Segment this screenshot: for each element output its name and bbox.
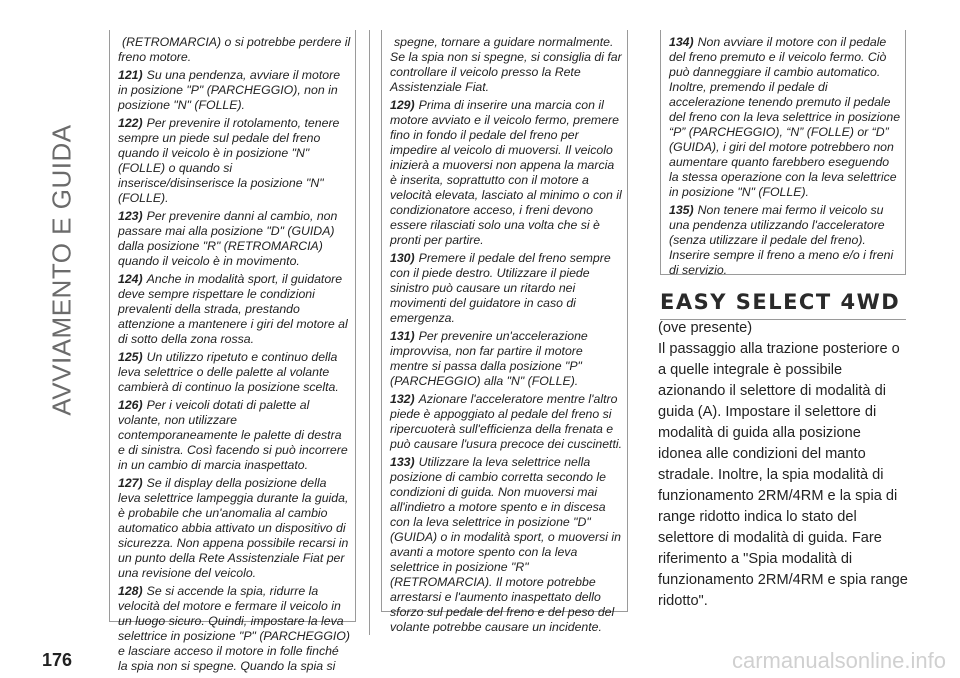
note-item: 131) Per prevenire un'accelerazione improvvisa, non far partire il motore mentre si passa dalla posizione "P" (PARCHEGGIO) alla "N" (FOLLE). [390,329,588,388]
column-divider [369,30,370,635]
note-item: 123) Per prevenire danni al cambio, non passare mai alla posizione "D" (GUIDA) dalla posizione "R" (RETROMARCIA) quando il veicolo è in movimento. [118,209,338,268]
note-item: 129) Prima di inserire una marcia con il motore avviato e il veicolo fermo, premere fino in fondo il pedale del freno per impedire al veicolo di muoversi. Il veicolo inizierà a muoversi non appena la marcia è inserita, soprattutto con il motore a velocità elevata, lasciato al minimo o con il condizionatore acceso, i freni devono essere rilasciati solo una volta che si è pronti per partire. [390,98,622,247]
warning-notes-column-2 [381,30,628,634]
note-item: 128) Se si accende la spia, ridurre la velocità del motore e fermare il veicolo in un luogo sicuro. Quindi, impostare la leva selettrice in posizione "P" (PARCHEGGIO) e lasciare acceso il motore in folle finché la spia non si spegne. Quando la spia si [118,584,350,673]
note-item: 132) Azionare l'acceleratore mentre l'altro piede è appoggiato al pedale del freno si ripercuoterà sull'efficienza della frenata e può causare l'usura precoce dei cuscinetti. [390,392,623,451]
section-paragraph: Il passaggio alla trazione posteriore o a quelle integrale è possibile azionando il selettore di modalità di guida (A). Impostare il selettore di modalità di guida alla posizione idonea alle condizioni del manto stradale. Inoltre, la spia modalità di funzionamento 2RM/4RM e la spia di range ridotto indica lo stato del selettore di modalità di guida. Fare riferimento a "Spia modalità di funzionamento 2RM/4RM e spia range ridotto". [658,341,908,609]
note-item: 135) Non tenere mai fermo il veicolo su una pendenza utilizzando l'acceleratore (senza utilizzare il pedale del freno). Inserire sempre il freno a meno e/o i freni di servizio. [669,203,894,277]
section-heading: EASY SELECT 4WD [660,290,901,314]
note-item: (RETROMARCIA) o si potrebbe perdere il freno motore. [118,35,351,64]
note-item: 122) Per prevenire il rotolamento, tenere sempre un piede sul pedale del freno quando il veicolo è in posizione "N" (FOLLE) o quando si inserisce/disinserisce la posizione "N" (FOLLE). [118,116,340,205]
note-item: 125) Un utilizzo ripetuto e continuo della leva selettrice o delle palette al volante cambierà di continuo la posizione scelta. [118,350,339,394]
section-subtitle: (ove presente) [658,320,753,336]
warning-notes-column-3 [660,30,906,275]
chapter-title: AVVIAMENTO E GUIDA [46,124,77,416]
note-item: spegne, tornare a guidare normalmente. Se la spia non si spegne, si consiglia di far controllare il veicolo presso la Rete Assistenziale Fiat. [390,35,622,94]
warning-notes-column-1 [109,30,356,673]
section-body [658,318,908,612]
note-item: 134) Non avviare il motore con il pedale del freno premuto e il veicolo fermo. Ciò può danneggiare il cambio automatico. Inoltre, premendo il pedale di accelerazione tenendo premuto il pedale del freno con la leva selettrice in posizione “P” (PARCHEGGIO), “N” (FOLLE) or “D” (GUIDA), i giri del motore potrebbero non aumentare quanto farebbero eseguendo la stessa operazione con la leva selettrice in posizione "N" (FOLLE). [669,35,901,199]
note-item: 130) Premere il pedale del freno sempre con il piede destro. Utilizzare il piede sinistro può causare un ritardo nei movimenti del guidatore in caso di emergenza. [390,251,611,325]
note-item: 127) Se il display della posizione della leva selettrice lampeggia durante la guida, è probabile che un'anomalia al cambio automatico abbia attivato un dispositivo di sicurezza. Non appena possibile recarsi in un punto della Rete Assistenziale Fiat per una revisione del veicolo. [118,476,349,580]
note-item: 126) Per i veicoli dotati di palette al volante, non utilizzare contemporaneamente le palette di destra e di sinistra. Così facendo si può incorrere in un cambio di marcia inaspettato. [118,398,348,472]
note-item: 133) Utilizzare la leva selettrice nella posizione di cambio corretta secondo le condizioni di guida. Non muoversi mai all'indietro a motore spento e in discesa con la leva selettrice in posizione "D" (GUIDA) o in modalità sport, o muoversi in avanti a motore spento con la leva selettrice in posizione "R" (RETROMARCIA). Il motore potrebbe arrestarsi e l'aumento inaspettato dello sforzo sul pedale del freno e del peso del volante potrebbe causare un incidente. [390,455,621,634]
page-number: 176 [42,650,73,670]
note-item: 121) Su una pendenza, avviare il motore in posizione "P" (PARCHEGGIO), non in posizione "N" (FOLLE). [118,68,341,112]
note-item: 124) Anche in modalità sport, il guidatore deve sempre rispettare le condizioni prevalenti della strada, prestando attenzione a mantenere i giri del motore al di sotto della zona rossa. [118,272,348,346]
watermark: carmanualsonline.info [731,648,946,673]
